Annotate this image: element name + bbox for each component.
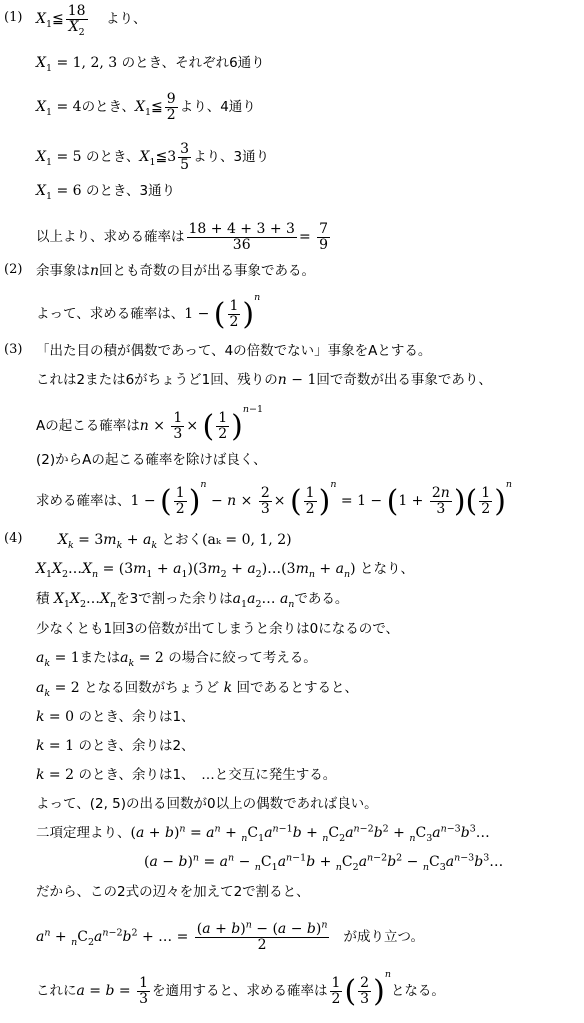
item-1-line-d: $X_1 = 6$ のとき、3通り — [36, 183, 176, 202]
item-4-line-10: よって、(2, 5)の出る回数が0以上の偶数であれば良い。 — [36, 796, 378, 812]
item-1-condition: $X_1≦$ $\frac{18}{X_2}$ より、 — [36, 3, 147, 38]
item-1-conclusion: 以上より、求める確率は $\frac{18 + 4 + 3 + 3}{36}$ = $\frac{7}{9}$ — [36, 221, 329, 253]
item-3-line-5: 求める確率は、1 − ( $\frac{1}{2}$ )$^n$ − n × $\frac{2}{3}$ × ( $\frac{1}{2}$ )$^n$ = 1 − (1 + $\frac{2n}{3}$ )( $\frac{1}{2}$ )$^n$ — [36, 479, 513, 519]
item-4-line-14: $a^n + _nC_2a^{n-2}b^2$ + … = $\frac{(a + b)^n - (a - b)^n}{2}$ が成り立つ。 — [36, 919, 424, 953]
item-4-line-6: $a_k = 2$ となる回数がちょうど k 回であるとすると、 — [36, 680, 359, 699]
item-4-line-8: k = 1 のとき、余りは2、 — [36, 738, 195, 754]
item-3-line-4: (2)からAの起こる確率を除けば良く、 — [36, 452, 267, 468]
item-4-line-13: だから、この2式の辺々を加えて2で割ると、 — [36, 884, 310, 900]
item-4-line-3: 積 $X_1X_2\dots X_n$を3で割った余りは$a_1a_2\dots$ $a_n$である。 — [36, 591, 349, 610]
item-3-line-2: これは2または6がちょうど1回、残りのn − 1回で奇数が出る事象であり、 — [36, 372, 492, 388]
item-3-line-3: Aの起こる確率はn × $\frac{1}{3}$ × ( $\frac{1}{2}$ )$^{n-1}$ — [36, 404, 264, 444]
item-4-line-5: $a_k = 1$または$a_k = 2$ の場合に絞って考える。 — [36, 650, 317, 669]
item-2-line-2: よって、求める確率は、1 − ( $\frac{1}{2}$ )$^n$ — [36, 292, 261, 332]
item-1-marker: (1) — [4, 10, 23, 25]
item-4-line-15: これにa = b = $\frac{1}{3}$ を適用すると、求める確率は $\frac{1}{2}$ ( $\frac{2}{3}$ )$^n$となる。 — [36, 969, 445, 1009]
item-2-marker: (2) — [4, 262, 23, 277]
item-3-line-1: 「出た目の積が偶数であって、4の倍数でない」事象をAとする。 — [36, 343, 432, 359]
item-1-line-c: $X_1 = 5$ のとき、$X_1≦3$ $\frac{3}{5}$ より、3通り — [36, 141, 270, 173]
item-4-line-4: 少なくとも1回3の倍数が出てしまうと余りは0になるので、 — [36, 621, 399, 637]
item-3-marker: (3) — [4, 342, 23, 357]
item-4-line-12: $(a - b)^n = a^n - _nC_1a^{n-1}b + _nC_2a^{n-2}b^2$ − $_nC_3a^{n-3}b^3\dots$ — [144, 852, 504, 873]
item-4-line-11: 二項定理より、$(a + b)^n = a^n + _nC_1a^{n-1}b + _nC_2a^{n-2}b^2$ + $_nC_3a^{n-3}b^3\dots$ — [36, 823, 490, 844]
item-2-line-1: 余事象はn回とも奇数の目が出る事象である。 — [36, 263, 316, 279]
item-4-line-9: k = 2 のとき、余りは1、 …と交互に発生する。 — [36, 767, 337, 783]
item-4-line-1: $X_k = 3m_k + a_k$ とおく(aₖ = 0, 1, 2) — [58, 532, 292, 551]
item-1-line-a: $X_1 = 1$, 2, 3 のとき、それぞれ6通り — [36, 55, 265, 74]
item-1-line-b: $X_1 = 4$のとき、$X_1≦$ $\frac{9}{2}$ より、4通り — [36, 91, 256, 123]
item-4-line-7: k = 0 のとき、余りは1、 — [36, 709, 195, 725]
item-4-line-2: $X_1X_2\dots X_n = (3m_1 + a_1)(3m_2$ + $a_2)\dots(3m_n + a_n)$ となり、 — [36, 561, 415, 580]
item-4-marker: (4) — [4, 531, 23, 546]
